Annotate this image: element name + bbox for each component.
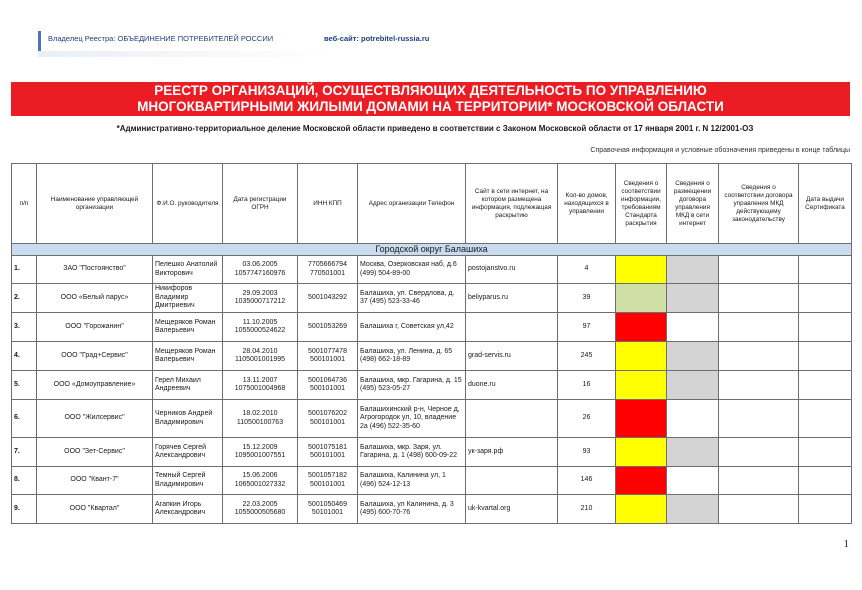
cell-inn: 5001057182 500101001 <box>298 467 358 495</box>
cell-reg: 11.10.2005 1055000524622 <box>223 313 298 342</box>
cell-num: 9. <box>12 495 37 524</box>
cell-address: Балашиха, Калинина ул, 1 (496) 524-12-13 <box>358 467 466 495</box>
table-row <box>12 495 852 524</box>
cell-site[interactable]: grad-servis.ru <box>466 342 558 371</box>
cell-head: Герел Михаил Андреевич <box>153 371 223 400</box>
col-header-cert-date: Дата выдачи Сертификата <box>799 164 852 244</box>
cell-cert-date <box>799 342 852 371</box>
cell-contract-law <box>719 284 799 313</box>
col-header-site: Сайт в сети интернет, на котором размещена информация, подлежащая раскрытию <box>466 164 558 244</box>
cell-num: 1. <box>12 256 37 284</box>
table-header-row <box>12 164 852 244</box>
cell-inn: 5001077478 500101001 <box>298 342 358 371</box>
col-header-head: Ф.И.О. руководителя <box>153 164 223 244</box>
cell-houses: 146 <box>558 467 616 495</box>
cell-address: Балашихинский р-н, Черное д, Агрогородок ул, 10, владение 2а (496) 522-35-60 <box>358 400 466 438</box>
cell-reg: 29.09.2003 1035000717212 <box>223 284 298 313</box>
cell-cert-date <box>799 438 852 467</box>
cell-inn: 5001075181 500101001 <box>298 438 358 467</box>
cell-head: Мещеряков Роман Валерьевич <box>153 342 223 371</box>
cell-contract-online <box>667 495 719 524</box>
cell-contract-law <box>719 313 799 342</box>
cell-head: Никифоров Владимир Дмитриевич <box>153 284 223 313</box>
cell-contract-online <box>667 313 719 342</box>
table-row <box>12 256 852 284</box>
col-header-contract-online: Сведения о размещении договора управления МКД в сети интернет <box>667 164 719 244</box>
cell-contract-online <box>667 371 719 400</box>
cell-num: 6. <box>12 400 37 438</box>
cell-contract-online <box>667 467 719 495</box>
cell-num: 4. <box>12 342 37 371</box>
cell-num: 8. <box>12 467 37 495</box>
cell-disclosure <box>616 400 667 438</box>
table-row <box>12 371 852 400</box>
col-header-num: п/п <box>12 164 37 244</box>
table-row <box>12 438 852 467</box>
registry-owner-header <box>38 31 808 51</box>
cell-reg: 18.02.2010 110500100763 <box>223 400 298 438</box>
owner-line <box>48 34 273 43</box>
cell-site[interactable]: duone.ru <box>466 371 558 400</box>
cell-cert-date <box>799 284 852 313</box>
cell-address: Балашиха, мкр. Гагарина, д. 15 (495) 523-05-27 <box>358 371 466 400</box>
cell-reg: 15.06.2006 1065001027332 <box>223 467 298 495</box>
section-row <box>12 244 852 256</box>
cell-org: ООО "Квартал" <box>37 495 153 524</box>
cell-reg: 13.11.2007 1075001004968 <box>223 371 298 400</box>
cell-address: Балашиха, ул. Ленина, д. 65 (498) 662-18-89 <box>358 342 466 371</box>
owner-label: Владелец Реестра: <box>48 34 116 43</box>
cell-address: Балашиха, ул Калинина, д. 3 (495) 600-70-76 <box>358 495 466 524</box>
cell-contract-online <box>667 342 719 371</box>
cell-cert-date <box>799 313 852 342</box>
header-accent-bar <box>38 31 41 51</box>
cell-org: ООО "Град+Сервис" <box>37 342 153 371</box>
cell-cert-date <box>799 256 852 284</box>
cell-disclosure <box>616 438 667 467</box>
cell-cert-date <box>799 371 852 400</box>
cell-head: Агапкин Игорь Александрович <box>153 495 223 524</box>
table-row <box>12 342 852 371</box>
cell-org: ЗАО "Постоянство" <box>37 256 153 284</box>
cell-inn: 5001043292 <box>298 284 358 313</box>
cell-houses: 97 <box>558 313 616 342</box>
cell-site <box>466 313 558 342</box>
cell-head: Пелешко Анатолий Викторович <box>153 256 223 284</box>
cell-houses: 93 <box>558 438 616 467</box>
territorial-note: *Административно-территориальное деление Московской области приведено в соответствии с Законом Московской области от 17 января 2001 г. N 12/2001-ОЗ <box>116 124 754 133</box>
cell-reg: 03.06.2005 1057747160976 <box>223 256 298 284</box>
cell-org: ООО "Зет-Сервис" <box>37 438 153 467</box>
cell-contract-law <box>719 342 799 371</box>
cell-cert-date <box>799 495 852 524</box>
cell-houses: 16 <box>558 371 616 400</box>
cell-num: 5. <box>12 371 37 400</box>
cell-disclosure <box>616 467 667 495</box>
cell-disclosure <box>616 495 667 524</box>
cell-reg: 15.12.2009 1095001007551 <box>223 438 298 467</box>
col-header-org: Наименование управляющей организации <box>37 164 153 244</box>
cell-reg: 28.04.2010 1105001001995 <box>223 342 298 371</box>
cell-site <box>466 467 558 495</box>
cell-houses: 245 <box>558 342 616 371</box>
cell-disclosure <box>616 371 667 400</box>
cell-contract-law <box>719 467 799 495</box>
cell-contract-online <box>667 284 719 313</box>
cell-org: ООО "Квант-7" <box>37 467 153 495</box>
cell-inn: 5001053269 <box>298 313 358 342</box>
cell-site[interactable]: postojanstvo.ru <box>466 256 558 284</box>
cell-org: ООО «Белый парус» <box>37 284 153 313</box>
registry-table <box>11 163 852 524</box>
cell-disclosure <box>616 256 667 284</box>
col-header-inn: ИНН КПП <box>298 164 358 244</box>
cell-num: 2. <box>12 284 37 313</box>
cell-address: Москва, Озерковская наб, д.6 (499) 504-89-00 <box>358 256 466 284</box>
cell-houses: 210 <box>558 495 616 524</box>
section-title: Городской округ Балашиха <box>12 244 852 256</box>
cell-num: 7. <box>12 438 37 467</box>
cell-site[interactable]: ук-заря.рф <box>466 438 558 467</box>
cell-inn: 5001076202 500101001 <box>298 400 358 438</box>
cell-cert-date <box>799 467 852 495</box>
cell-contract-law <box>719 400 799 438</box>
cell-houses: 39 <box>558 284 616 313</box>
cell-site <box>466 400 558 438</box>
col-header-address: Адрес организации Телефон <box>358 164 466 244</box>
cell-num: 3. <box>12 313 37 342</box>
cell-contract-online <box>667 256 719 284</box>
cell-contract-law <box>719 371 799 400</box>
cell-inn: 7705666794 770501001 <box>298 256 358 284</box>
cell-org: ООО "Жилсервис" <box>37 400 153 438</box>
cell-contract-law <box>719 495 799 524</box>
cell-head: Темный Сергей Владимирович <box>153 467 223 495</box>
cell-org: ООО «Домоуправление» <box>37 371 153 400</box>
col-header-houses: Кол-во домов, находящихся в управлении <box>558 164 616 244</box>
cell-contract-online <box>667 438 719 467</box>
table-row <box>12 467 852 495</box>
col-header-reg: Дата регистрации ОГРН <box>223 164 298 244</box>
cell-disclosure <box>616 313 667 342</box>
cell-site[interactable]: beliyparus.ru <box>466 284 558 313</box>
banner-line-2: МНОГОКВАРТИРНЫМИ ЖИЛЫМИ ДОМАМИ НА ТЕРРИТОРИИ* МОСКОВСКОЙ ОБЛАСТИ <box>137 99 724 114</box>
cell-site[interactable]: uk-kvartal.org <box>466 495 558 524</box>
cell-houses: 4 <box>558 256 616 284</box>
cell-inn: 5001050469 50101001 <box>298 495 358 524</box>
banner-line-1: РЕЕСТР ОРГАНИЗАЦИЙ, ОСУЩЕСТВЛЯЮЩИХ ДЕЯТЕЛЬНОСТЬ ПО УПРАВЛЕНИЮ <box>154 83 707 98</box>
cell-reg: 22.03.2005 1055000505680 <box>223 495 298 524</box>
cell-head: Мещеряков Роман Валерьевич <box>153 313 223 342</box>
registry-title-banner <box>11 82 850 116</box>
col-header-disclosure: Сведения о соответствии информации, требованиям Стандарта раскрытия <box>616 164 667 244</box>
website-link[interactable]: веб-сайт: potrebitel-russia.ru <box>324 34 430 43</box>
header-shadow <box>38 51 338 57</box>
table-row <box>12 284 852 313</box>
table-row <box>12 313 852 342</box>
table-row <box>12 400 852 438</box>
page-number: 1 <box>843 538 849 550</box>
cell-houses: 26 <box>558 400 616 438</box>
cell-disclosure <box>616 342 667 371</box>
cell-address: Балашиха, ул. Свердлова, д. 37 (495) 523-33-46 <box>358 284 466 313</box>
cell-head: Черников Андрей Владимирович <box>153 400 223 438</box>
cell-head: Горячев Сергей Александрович <box>153 438 223 467</box>
owner-name: ОБЪЕДИНЕНИЕ ПОТРЕБИТЕЛЕЙ РОССИИ <box>117 34 274 43</box>
col-header-contract-law: Сведения о соответствии договора управления МКД действующему законодательству <box>719 164 799 244</box>
legend-note: Справочная информация и условные обозначения приведены в конце таблицы <box>590 147 850 154</box>
cell-contract-law <box>719 438 799 467</box>
cell-contract-online <box>667 400 719 438</box>
cell-org: ООО "Горожанин" <box>37 313 153 342</box>
cell-inn: 5001064736 500101001 <box>298 371 358 400</box>
cell-address: Балашиха г, Советская ул,42 <box>358 313 466 342</box>
cell-cert-date <box>799 400 852 438</box>
cell-address: Балашиха, мкр. Заря, ул. Гагарина, д. 1 (498) 600-09-22 <box>358 438 466 467</box>
cell-contract-law <box>719 256 799 284</box>
cell-disclosure <box>616 284 667 313</box>
